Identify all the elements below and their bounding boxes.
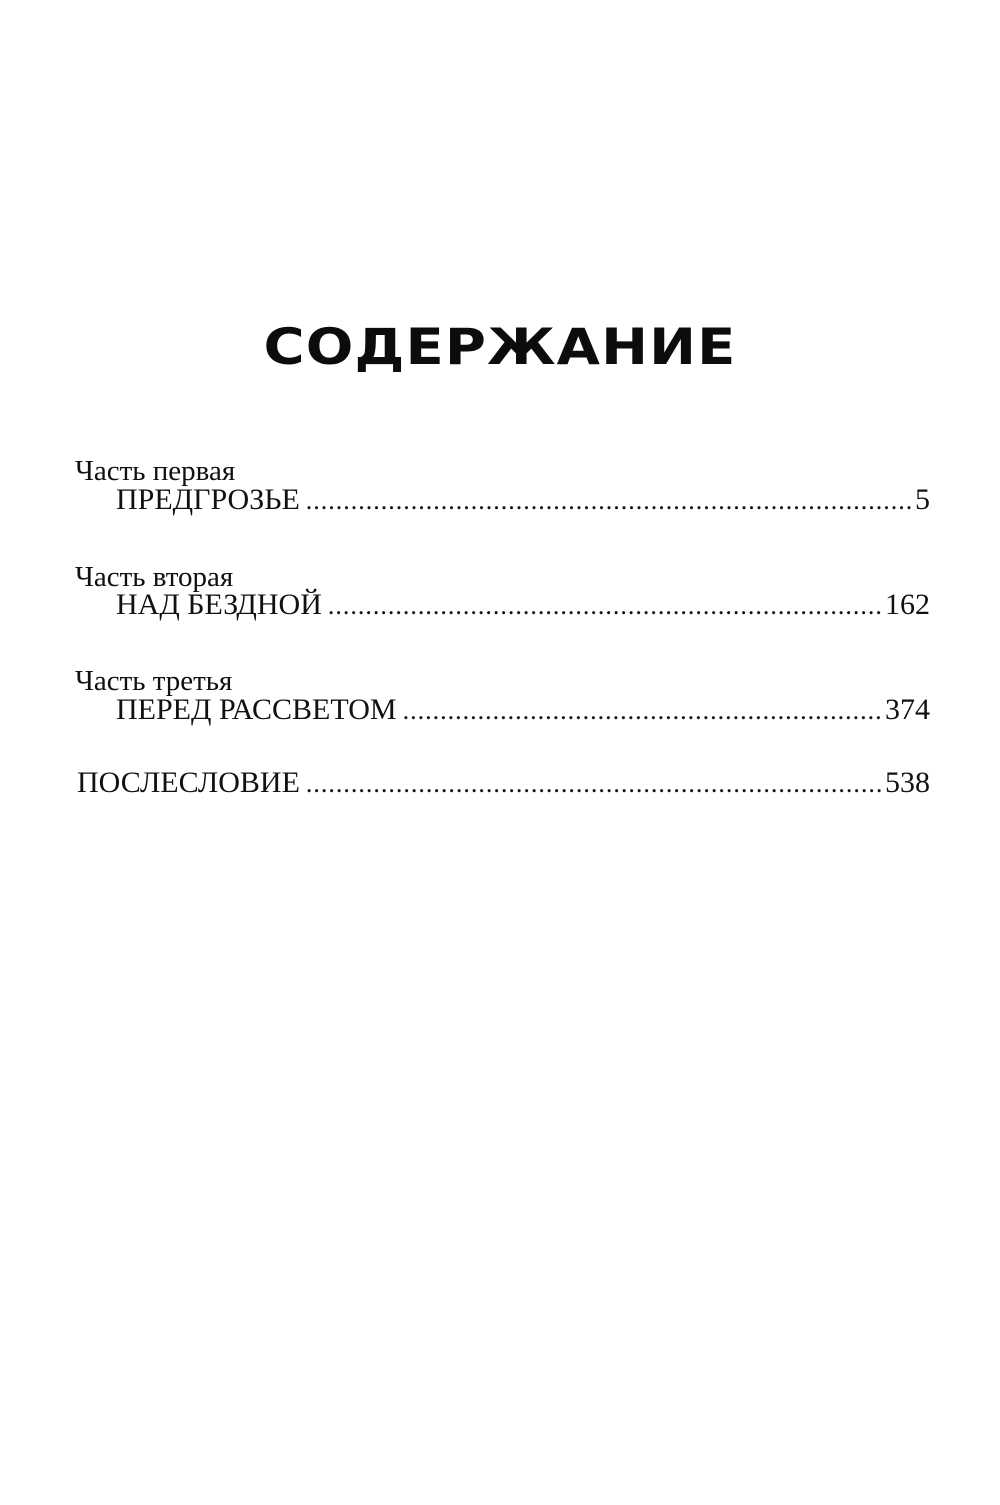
toc-entry-page: 538 [885,766,930,799]
toc-entry-title: НАД БЕЗДНОЙ [116,588,322,621]
toc-entry [116,692,930,729]
part-label: Часть вторая [75,561,234,593]
toc-entry-title: ПЕРЕД РАССВЕТОМ [116,693,397,726]
toc-entry-title: ПРЕДГРОЗЬЕ [116,483,300,516]
dot-leader [306,766,883,802]
toc-entry [116,482,930,519]
dot-leader [306,483,913,519]
toc-entry-page: 374 [885,693,930,726]
toc-entry-title: ПОСЛЕСЛОВИЕ [77,766,300,799]
dot-leader [328,588,883,624]
toc-entry [77,765,930,802]
toc-entry-page: 162 [885,588,930,621]
page-title: СОДЕРЖАНИЕ [263,318,737,376]
toc-entry [116,587,930,624]
part-label: Часть первая [75,455,236,487]
toc-entry-page: 5 [915,483,930,516]
dot-leader [403,693,883,729]
part-label: Часть третья [75,665,233,697]
